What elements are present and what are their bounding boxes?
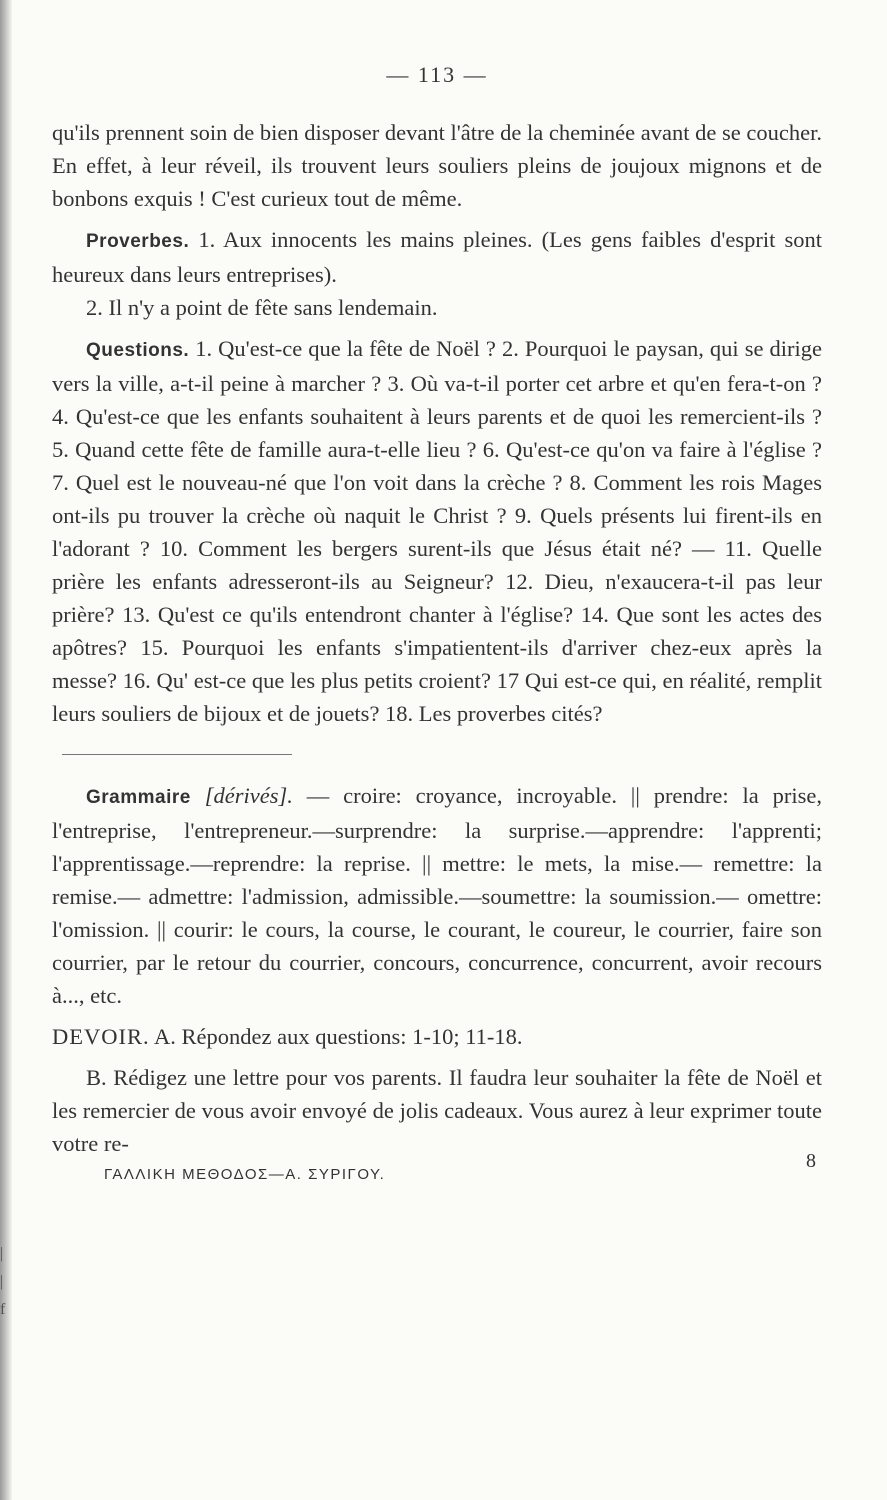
proverbes-paragraph bbox=[52, 223, 822, 291]
page-number: — 113 — bbox=[386, 62, 488, 87]
questions-paragraph bbox=[52, 332, 822, 730]
grammaire-subheading: [dérivés]. bbox=[204, 783, 293, 808]
document-page bbox=[52, 62, 822, 1194]
devoir-title: DEVOIR. bbox=[52, 1024, 150, 1049]
devoir-part-b: B. Rédigez une lettre pour vos parents. Il faudra leur souhaiter la fête de Noël et les remercier de vous avoir envoyé de jolis cadeaux. Vous aurez à leur exprimer toute votre re- bbox=[52, 1065, 822, 1156]
page-footer bbox=[52, 1150, 822, 1194]
footer-book-title: ΓΑΛΛΙΚΗ ΜΕΘΟΔΟΣ—Α. ΣΥΡΙΓΟΥ. bbox=[104, 1166, 386, 1183]
grammaire-paragraph bbox=[52, 779, 822, 1012]
grammaire-text: — croire: croyance, incroyable. || prendre: la prise, l'entreprise, l'entrepreneur.—surprendre: la surprise.—apprendre: l'apprenti; l'apprentissage.—reprendre: la reprise. || mettre: le mets, la mise.— remettre: la remise.— admettre: l'admission, admissible.—soumettre: la soumission.— omettre: l'omission. || courir: le cours, la course, le courant, le coureur, le courrier, faire son courrier, par le retour du courrier, concours, concurrence, concurrent, avoir recours à..., etc. bbox=[52, 783, 822, 1008]
intro-paragraph: qu'ils prennent soin de bien disposer devant l'âtre de la cheminée avant de se coucher. En effet, à leur réveil, ils trouvent leurs souliers pleins de joujoux mignons et de bonbons exquis ! C'est curieux tout de même. bbox=[52, 120, 822, 211]
section-divider bbox=[62, 754, 292, 755]
proverbe-1: 1. Aux innocents les mains pleines. (Les gens faibles d'esprit sont heureux dans leurs entreprises). bbox=[52, 227, 823, 287]
questions-heading: Questions. bbox=[86, 340, 190, 361]
margin-marks: | | f bbox=[0, 1245, 6, 1318]
questions-text: 1. Qu'est-ce que la fête de Noël ? 2. Pourquoi le paysan, qui se dirige vers la ville, a-t-il peine à marcher ? 3. Où va-t-il porter cet arbre et qu'en fera-t-on ? 4. Qu'est-ce que les enfants souhaitent à leurs parents et de quoi les remercient-ils ? 5. Quand cette fête de famille aura-t-elle lieu ? 6. Qu'est-ce qu'on va faire à l'église ? 7. Quel est le nouveau-né que l'on voit dans la crèche ? 8. Comment les rois Mages ont-ils pu trouver la crèche où naquit le Christ ? 9. Quels présents lui firent-ils en l'adorant ? 10. Comment les bergers surent-ils que Jésus était né? — 11. Quelle prière les enfants adresseront-ils au Seigneur? 12. Dieu, n'exaucera-t-il pas leur prière? 13. Qu'est ce qu'ils entendront chanter à l'église? 14. Que sont les actes des apôtres? 15. Pourquoi les enfants s'impatientent-ils d'arriver chez-eux après la messe? 16. Qu' est-ce que les plus petits croient? 17 Qui est-ce qui, en réalité, remplit leurs souliers de bijoux et de jouets? 18. Les proverbes cités? bbox=[52, 336, 822, 726]
proverbe-2: 2. Il n'y a point de fête sans lendemain. bbox=[86, 295, 438, 320]
devoir-a-paragraph bbox=[52, 1020, 822, 1053]
devoir-part-a: A. Répondez aux questions: 1-10; 11-18. bbox=[154, 1024, 523, 1049]
proverbes-heading: Proverbes. bbox=[86, 231, 190, 252]
footer-signature: 8 bbox=[806, 1150, 816, 1172]
grammaire-heading: Grammaire bbox=[86, 787, 191, 808]
